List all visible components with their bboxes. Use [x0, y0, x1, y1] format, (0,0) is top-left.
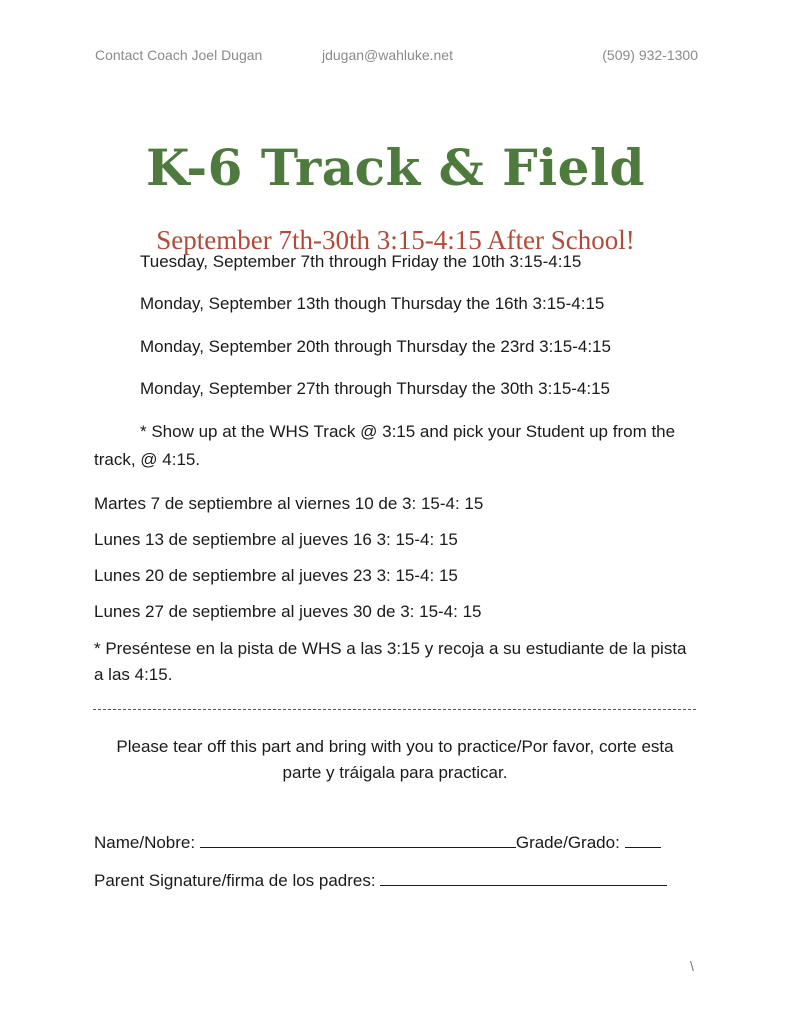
footer-mark: \ — [690, 958, 694, 974]
schedule-es-week-1: Martes 7 de septiembre al viernes 10 de 3: 15-4: 15 — [94, 494, 484, 513]
schedule-es-week-3: Lunes 20 de septiembre al jueves 23 3: 15-4: 15 — [94, 566, 458, 585]
page-title: K-6 Track & Field — [146, 138, 645, 197]
coach-phone: (509) 932-1300 — [602, 47, 698, 63]
grade-label: Grade/Grado: — [515, 833, 620, 852]
coach-contact: Contact Coach Joel Dugan — [95, 47, 263, 63]
note-es: * Preséntese en la pista de WHS a las 3:15 y recoja a su estudiante de la pista a las 4:15. — [94, 639, 687, 684]
name-blank[interactable] — [200, 833, 516, 848]
tear-off-instructions: Please tear off this part and bring with you to practice/Por favor, corte esta parte y tráigala para practicar. — [116, 737, 674, 782]
name-label: Name/Nobre: — [94, 833, 196, 852]
schedule-es-week-4: Lunes 27 de septiembre al jueves 30 de 3: 15-4: 15 — [94, 602, 482, 621]
schedule-en-week-3: Monday, September 20th through Thursday the 23rd 3:15-4:15 — [140, 337, 611, 356]
note-en: * Show up at the WHS Track @ 3:15 and pick your Student up from the track, @ 4:15. — [94, 422, 676, 469]
schedule-en-week-2: Monday, September 13th though Thursday the 16th 3:15-4:15 — [140, 294, 605, 313]
signature-label: Parent Signature/firma de los padres: — [94, 871, 376, 890]
schedule-en-week-1: Tuesday, September 7th through Friday the 10th 3:15-4:15 — [140, 252, 582, 271]
signature-row — [94, 870, 667, 892]
page-subtitle: September 7th-30th 3:15-4:15 After School! — [156, 225, 635, 255]
coach-email: jdugan@wahluke.net — [322, 47, 453, 63]
schedule-en-week-4: Monday, September 27th through Thursday the 30th 3:15-4:15 — [140, 379, 611, 398]
schedule-es-week-2: Lunes 13 de septiembre al jueves 16 3: 15-4: 15 — [94, 530, 458, 549]
contact-header — [0, 47, 791, 67]
name-grade-row — [94, 832, 661, 854]
signature-blank[interactable] — [380, 871, 667, 886]
grade-blank[interactable] — [625, 833, 661, 848]
tear-off-divider — [93, 709, 696, 710]
